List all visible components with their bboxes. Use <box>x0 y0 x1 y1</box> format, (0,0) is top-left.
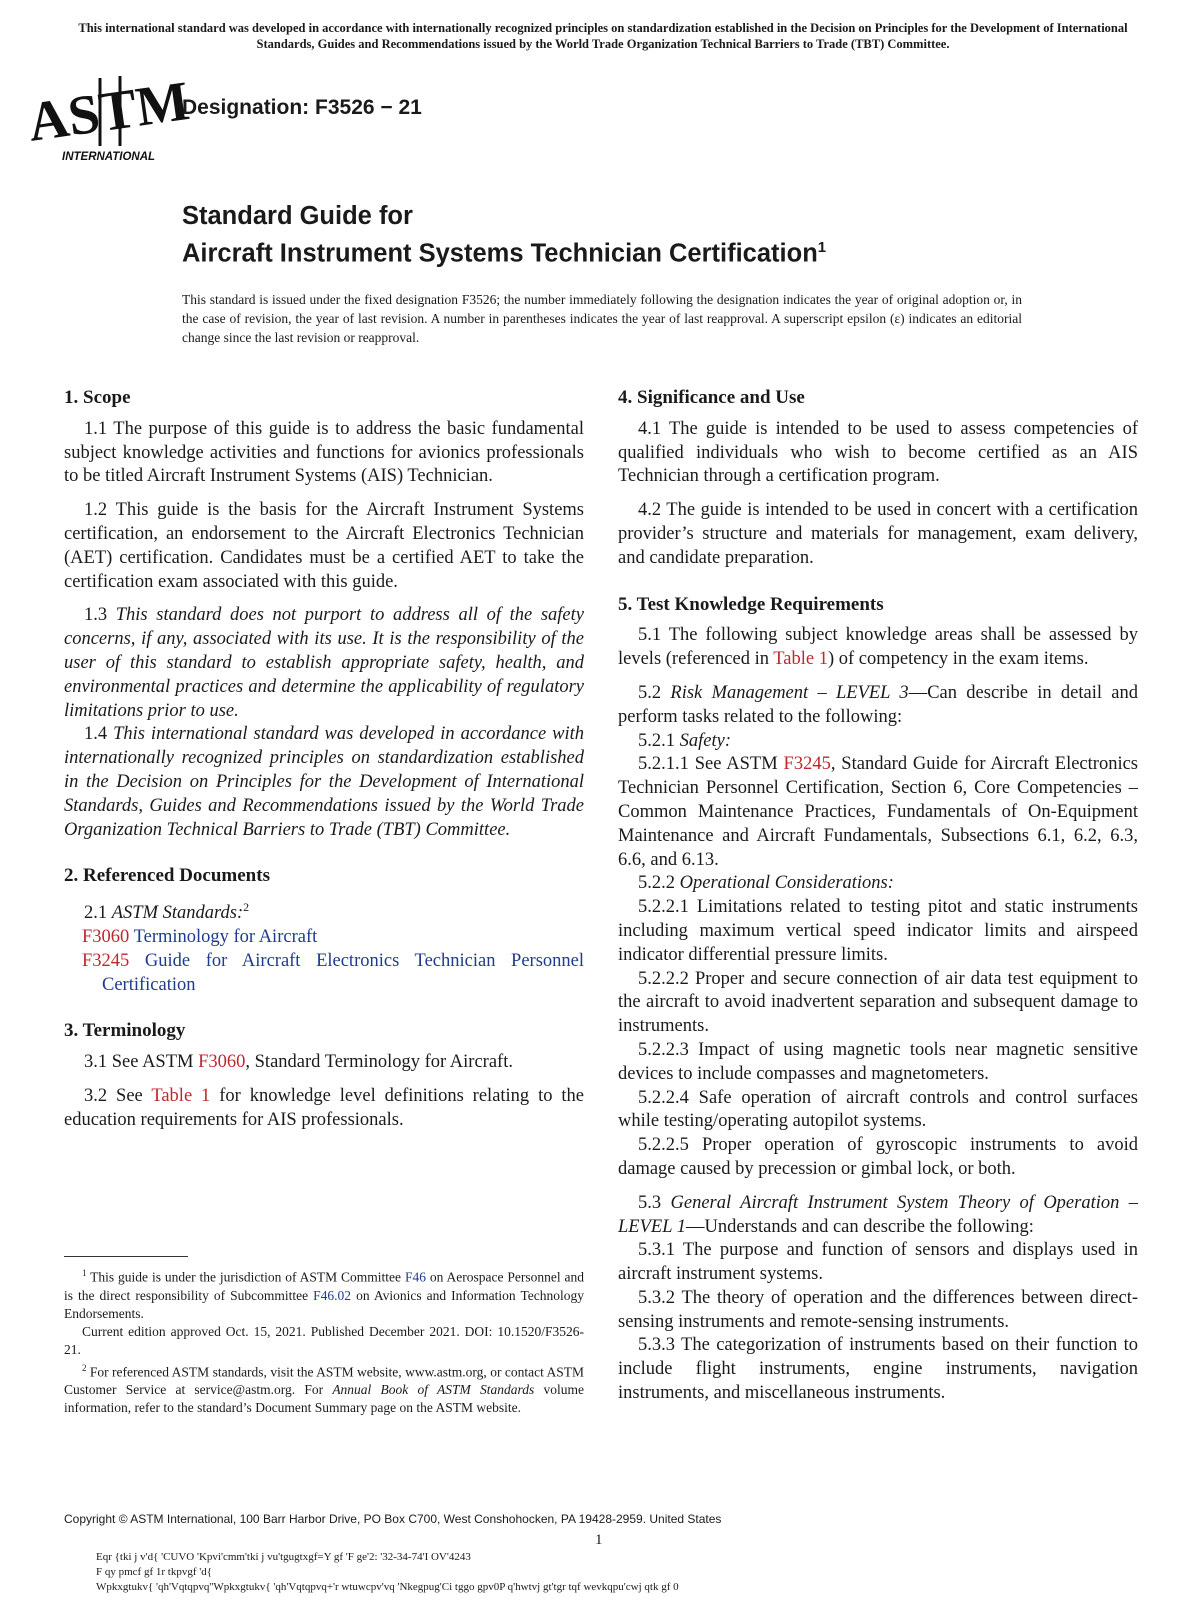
section-referenced-documents <box>64 864 584 997</box>
test-5-3: 5.3 General Aircraft Instrument System Theory of Operation – LEVEL 1—Understands and can describe the following: <box>618 1192 1138 1237</box>
test-5-3-1: 5.3.1 The purpose and function of sensors and displays used in aircraft instrument systems. <box>618 1240 1138 1285</box>
title-line-2: Aircraft Instrument Systems Technician Certification$^1$ <box>182 239 827 268</box>
terminology-3-1: 3.1 See ASTM F3060, Standard Terminology for Aircraft. <box>84 1052 513 1073</box>
scope-1-2: 1.2 This guide is the basis for the Aircraft Instrument Systems certification, an endorsement to the Aircraft Electronics Technician (AET) certification. Candidates must be a certified AET to take the certification exam associated with this guide. <box>64 500 584 592</box>
title-line-1: Standard Guide for <box>182 202 413 230</box>
test-5-2-1: 5.2.1 Safety: <box>638 730 731 751</box>
astm-logo <box>24 68 193 168</box>
significance-4-2: 4.2 The guide is intended to be used in concert with a certification provider’s structure and materials for management, exam delivery, and candidate preparation. <box>618 500 1138 568</box>
test-heading: 5. Test Knowledge Requirements <box>618 593 884 615</box>
link-f3245[interactable]: F3245 <box>783 754 831 775</box>
section-scope <box>64 386 584 842</box>
test-5-1: 5.1 The following subject knowledge areas shall be assessed by levels (referenced in Table 1) of competency in the exam items. <box>618 625 1138 670</box>
significance-heading: 4. Significance and Use <box>618 387 805 408</box>
scope-heading: 1. Scope <box>64 387 131 408</box>
footnote-1: $^1$ This guide is under the jurisdiction of ASTM Committee F46 on Aerospace Personnel and is the direct responsibility of Subcommittee F46.02 on Avionics and Information Technology Endorsements. <box>64 1268 584 1321</box>
test-5-2-2-4: 5.2.2.4 Safe operation of aircraft controls and control surfaces while testing/operating autopilot systems. <box>618 1087 1138 1132</box>
right-column <box>618 386 1138 1406</box>
test-5-3-2: 5.3.2 The theory of operation and the differences between direct-sensing instruments and remote-sensing instruments. <box>618 1287 1138 1332</box>
reference-f3060[interactable]: F3060 Terminology for Aircraft <box>82 927 318 948</box>
refdocs-heading: 2. Referenced Documents <box>64 865 270 887</box>
link-f46-02[interactable]: F46.02 <box>313 1287 352 1303</box>
reference-f3245[interactable]: F3245 Guide for Aircraft Electronics Technician Personnel Certification <box>82 950 585 995</box>
scope-1-3: 1.3 This standard does not purport to address all of the safety concerns, if any, associated with its use. It is the responsibility of the user of this standard to establish appropriate safety, health, and environmental practices and determine the applicability of regulatory limitations prior to use. <box>64 605 584 721</box>
test-5-2-2-1: 5.2.2.1 Limitations related to testing pitot and static instruments including maximum vertical speed indicator limits and airspeed indicator differential pressure limits. <box>618 897 1138 965</box>
test-5-3-3: 5.3.3 The categorization of instruments based on their function to include flight instruments, engine instruments, navigation instruments, and miscellaneous instruments. <box>618 1335 1138 1404</box>
refdocs-2-1: 2.1 ASTM Standards:$^2$ <box>84 900 250 924</box>
footnote-edition: Current edition approved Oct. 15, 2021. Published December 2021. DOI: 10.1520/F3526-21. <box>64 1323 584 1357</box>
section-terminology <box>64 1019 584 1132</box>
link-f46[interactable]: F46 <box>404 1269 426 1285</box>
footnotes <box>64 1264 584 1417</box>
scope-1-1: 1.1 The purpose of this guide is to address the basic fundamental subject knowledge activities and functions for avionics professionals to be titled Aircraft Instrument Systems (AIS) Technician. <box>64 418 584 487</box>
link-f3060[interactable]: F3060 <box>198 1052 246 1073</box>
license-watermark: Eqr {tki j v'd{ 'CUVO 'Kpvi'cmm'tki j vu'tgugtxgf=Y gf 'F ge'2: '32-34-74'I OV'4243 F qy pmcf gf 1r tkpvgf 'd{ Wpkxgtukv{ 'qh'Vqtqpvq''Wpkxgtukv{ 'qh'Vqtqpvq+'r wtuwcpv'vq 'Nkegpug'Ci tggo gpv0P q'hwtvj gt'tgr tqf wevkqpu'cwj qtk gf 0 <box>96 1551 679 1593</box>
copyright-line: Copyright © ASTM International, 100 Barr Harbor Drive, PO Box C700, West Conshohocken, PA 19428-2959. United States <box>64 1512 722 1526</box>
test-5-2-2-5: 5.2.2.5 Proper operation of gyroscopic instruments to avoid damage caused by precession or gimbal lock, or both. <box>618 1135 1138 1179</box>
page-number: 1 <box>595 1532 603 1548</box>
issued-note: This standard is issued under the fixed designation F3526; the number immediately following the designation indicates the year of original adoption or, in the case of revision, the year of last revision. A number in parentheses indicates the year of last reapproval. A superscript epsilon (ε) indicates an editorial change since the last revision or reapproval. <box>182 292 1022 345</box>
test-5-2-1-1: 5.2.1.1 See ASTM F3245, Standard Guide for Aircraft Electronics Technician Personnel Certification, Section 6, Core Competencies – Common Maintenance Practices, Fundamentals of On-Equipment Maintenance and Aircraft Fundamentals, Subsections 6.1, 6.2, 6.3, 6.6, and 6.13. <box>618 754 1138 870</box>
link-table-1-b[interactable]: Table 1 <box>773 649 828 670</box>
designation: Designation: F3526 − 21 <box>182 96 422 119</box>
document-title <box>182 200 826 270</box>
terminology-heading: 3. Terminology <box>64 1020 186 1042</box>
test-5-2-2-2: 5.2.2.2 Proper and secure connection of air data test equipment to the aircraft to avoid inadvertent separation and subsequent damage to instruments. <box>618 968 1138 1037</box>
section-significance <box>618 386 1138 571</box>
svg-text:ASTM: ASTM <box>24 70 193 154</box>
footnote-rule <box>64 1256 188 1257</box>
scope-1-4: 1.4 This international standard was developed in accordance with internationally recognized principles on standardization established in the Decision on Principles for the Development of International Standards, Guides and Recommendations issued by the World Trade Organization Technical Barriers to Trade (TBT) Committee. <box>64 724 585 840</box>
logo-international: INTERNATIONAL <box>62 151 156 163</box>
section-test-knowledge <box>618 593 1138 1406</box>
significance-4-1: 4.1 The guide is intended to be used to assess competencies of qualified individuals who wish to become certified as an AIS Technician through a certification program. <box>618 418 1138 487</box>
footnote-2: $^2$ For referenced ASTM standards, visit the ASTM website, www.astm.org, or contact ASTM Customer Service at service@astm.org. For Annual Book of ASTM Standards volume information, refer to the standard’s Document Summary page on the ASTM website. <box>64 1362 584 1415</box>
terminology-3-2: 3.2 See Table 1 for knowledge level definitions relating to the education requirements for AIS professionals. <box>64 1086 584 1130</box>
test-5-2-2: 5.2.2 Operational Considerations: <box>638 873 894 894</box>
test-5-2: 5.2 Risk Management – LEVEL 3—Can describe in detail and perform tasks related to the following: <box>618 682 1138 727</box>
left-column <box>64 386 584 1155</box>
test-5-2-2-3: 5.2.2.3 Impact of using magnetic tools near magnetic sensitive devices to include compasses and magnetometers. <box>618 1039 1138 1084</box>
link-table-1[interactable]: Table 1 <box>151 1086 211 1107</box>
top-note: This international standard was developed in accordance with internationally recognized principles on standardization established in the Decision on Principles for the Development of International Standards, Guides and Recommendations issued by the World Trade Organization Technical Barriers to Trade (TBT) Committee. <box>78 21 1128 51</box>
